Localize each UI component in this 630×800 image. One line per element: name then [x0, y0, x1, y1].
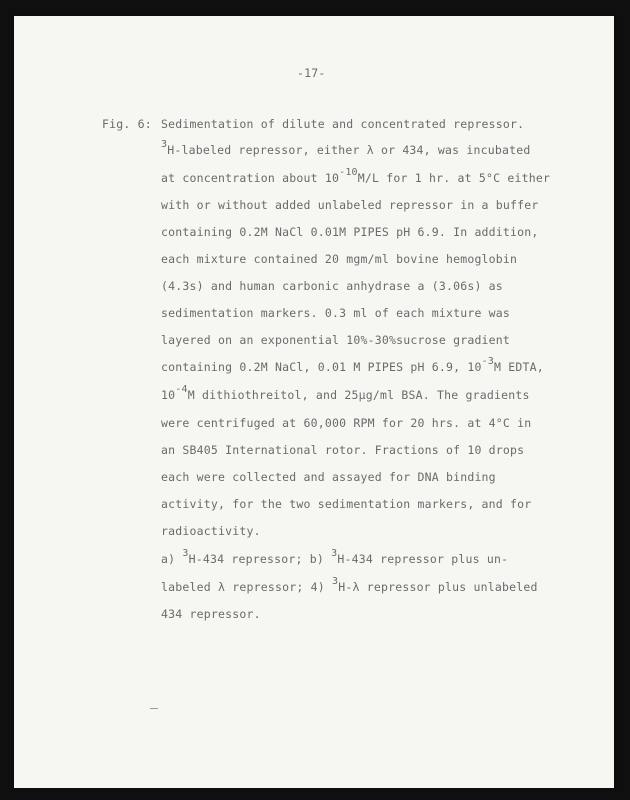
caption-text: H-434 repressor plus un-	[337, 552, 509, 566]
caption-line-17	[161, 576, 538, 594]
caption-text: M dithiothreitol, and 25μg/ml BSA. The gradients	[187, 388, 530, 402]
caption-text: 10	[161, 388, 176, 402]
caption-text: a)	[161, 552, 183, 566]
caption-line-13: each were collected and assayed for DNA binding	[161, 470, 496, 484]
caption-text: H-λ repressor plus unlabeled	[338, 580, 538, 594]
caption-line-1	[161, 139, 531, 157]
caption-line-5: each mixture contained 20 mgm/ml bovine hemoglobin	[161, 252, 518, 266]
superscript: 3	[182, 548, 189, 560]
superscript: -4	[175, 384, 188, 396]
superscript: 3	[331, 576, 339, 588]
caption-line-16	[161, 548, 509, 566]
caption-line-4: containing 0.2M NaCl 0.01M PIPES pH 6.9. In addition,	[161, 225, 539, 239]
caption-text: at concentration about 10	[161, 171, 340, 185]
superscript: 3	[331, 548, 338, 560]
caption-line-9	[161, 356, 544, 374]
caption-text: M/L for 1 hr. at 5°C either	[357, 171, 551, 185]
caption-line-3: with or without added unlabeled repressor in a buffer	[161, 198, 539, 212]
figure-title: Sedimentation of dilute and concentrated repressor.	[161, 117, 525, 131]
superscript: 3	[161, 139, 168, 151]
figure-label: Fig. 6:	[102, 117, 152, 131]
caption-line-15: radioactivity.	[161, 524, 261, 538]
caption-line-11: were centrifuged at 60,000 RPM for 20 hrs. at 4°C in	[161, 416, 532, 430]
superscript: -10	[339, 167, 358, 179]
caption-text: H-labeled repressor, either λ or 434, was incubated	[167, 143, 531, 157]
caption-line-18: 434 repressor.	[161, 607, 261, 621]
caption-line-2	[161, 167, 551, 185]
caption-text: H-434 repressor; b)	[188, 552, 332, 566]
caption-text: M EDTA,	[494, 360, 544, 374]
caption-line-8: layered on an exponential 10%-30%sucrose gradient	[161, 333, 511, 347]
caption-text: containing 0.2M NaCl, 0.01 M PIPES pH 6.9, 10	[161, 360, 482, 374]
document-page	[14, 16, 614, 788]
caption-line-14: activity, for the two sedimentation markers, and for	[161, 497, 532, 511]
caption-text: labeled λ repressor; 4)	[161, 580, 332, 594]
caption-line-10	[161, 384, 530, 402]
superscript: -3	[481, 356, 495, 368]
page-number: -17-	[297, 66, 326, 80]
caption-line-12: an SB405 International rotor. Fractions of 10 drops	[161, 443, 525, 457]
caption-line-6: (4.3s) and human carbonic anhydrase a (3.06s) as	[161, 279, 503, 293]
caption-line-7: sedimentation markers. 0.3 ml of each mixture was	[161, 306, 511, 320]
stray-mark	[150, 708, 158, 709]
